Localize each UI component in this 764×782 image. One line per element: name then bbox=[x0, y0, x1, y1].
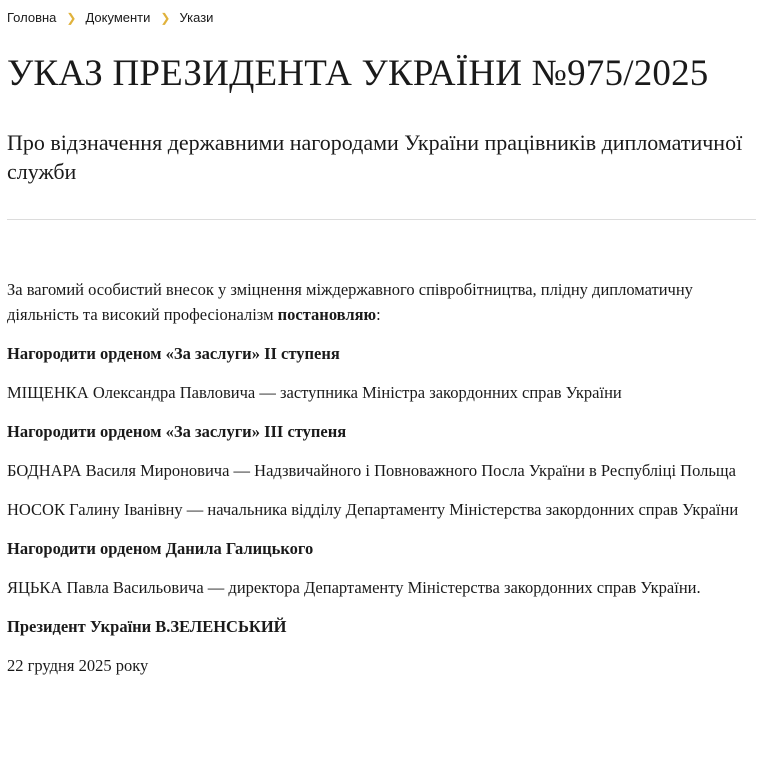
intro-text: За вагомий особистий внесок у зміцнення міждержавного співробітництва, плідну дипломатичну діяльність та високий професіоналізм bbox=[7, 280, 693, 324]
section-heading: Нагородити орденом «За заслуги» ІІ ступеня bbox=[7, 344, 340, 363]
intro-bold: постановляю bbox=[277, 305, 377, 324]
section-heading: Нагородити орденом Данила Галицького bbox=[7, 539, 314, 558]
awardee: НОСОК Галину Іванівну — начальника відділу Департаменту Міністерства закордонних справ України bbox=[7, 500, 739, 519]
awardee: ЯЦЬКА Павла Васильовича — директора Департаменту Міністерства закордонних справ України. bbox=[7, 578, 701, 597]
breadcrumb-documents[interactable]: Документи bbox=[85, 10, 151, 25]
chevron-right-icon: ❯ bbox=[160, 10, 171, 25]
chevron-right-icon: ❯ bbox=[66, 10, 77, 25]
breadcrumb-decrees[interactable]: Укази bbox=[179, 10, 214, 25]
divider bbox=[7, 219, 756, 220]
breadcrumb bbox=[7, 10, 213, 25]
page-title: УКАЗ ПРЕЗИДЕНТА УКРАЇНИ №975/2025 bbox=[7, 53, 709, 94]
intro-end: : bbox=[376, 305, 381, 324]
breadcrumb-home[interactable]: Головна bbox=[7, 10, 57, 25]
signature: Президент України В.ЗЕЛЕНСЬКИЙ bbox=[7, 617, 287, 636]
section-heading: Нагородити орденом «За заслуги» ІІІ ступеня bbox=[7, 422, 347, 441]
page-subtitle: Про відзначення державними нагородами України працівників дипломатичної служби bbox=[7, 130, 743, 184]
awardee: БОДНАРА Василя Мироновича — Надзвичайного і Повноважного Посла України в Республіці Польща bbox=[7, 461, 736, 480]
decree-date: 22 грудня 2025 року bbox=[7, 656, 149, 675]
awardee: МІЩЕНКА Олександра Павловича — заступника Міністра закордонних справ України bbox=[7, 383, 622, 402]
decree-body bbox=[7, 277, 757, 678]
decree-intro bbox=[7, 277, 757, 327]
